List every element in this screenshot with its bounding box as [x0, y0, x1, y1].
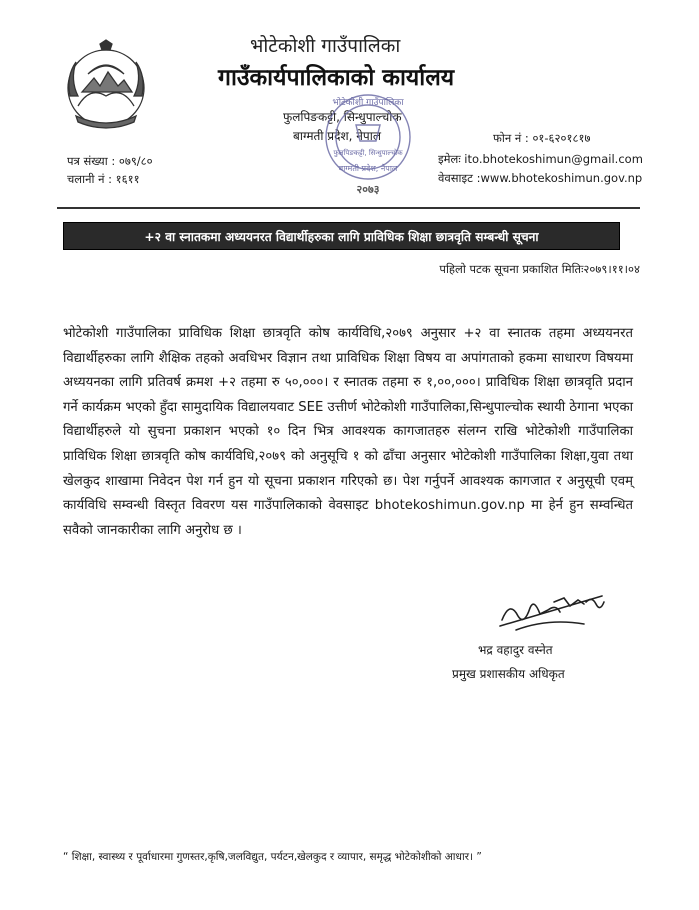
reference-number: पत्र संख्या : ०७९/८०: [67, 154, 153, 168]
publish-date: पहिलो पटक सूचना प्रकाशित मितिः२०७९।११।०४: [439, 262, 640, 276]
website-address: वेवसाइट :www.bhotekoshimun.gov.np: [438, 171, 643, 185]
stamp-outer-text: भोटेकोशी गाउँपालिका: [332, 98, 404, 108]
email-address: इमेलः ito.bhotekoshimun@gmail.com: [438, 152, 643, 166]
phone-number: फोन नं : ०१-६२०१८१७: [493, 131, 591, 145]
notice-title: +२ वा स्नातकमा अध्ययनरत विद्यार्थीहरुका लागि प्राविधिक शिक्षा छात्रवृति सम्बन्धी सूचना: [144, 229, 539, 244]
signatory-designation: प्रमुख प्रशासकीय अधिकृत: [452, 667, 565, 681]
signatory-name: भद्र वहादुर वस्नेत: [478, 643, 553, 657]
notice-title-bar: [63, 222, 620, 250]
handwritten-signature: [498, 590, 608, 632]
stamp-bottom-text: बाग्मती प्रदेश, नेपाल: [338, 164, 398, 173]
notice-body: भोटेकोशी गाउँपालिका प्राविधिक शिक्षा छात्रवृति कोष कार्यविधि,२०७९ अनुसार +२ वा स्नातक तहमा अध्ययनरत विद्यार्थीहरुका लागि शैक्षिक तहको अवधिभर विज्ञान तथा प्राविधिक शिक्षा विषय वा अपांगताको हकमा साधारण विषयमा अध्ययनका लागि प्रतिवर्ष क्रमश +२ तहमा रु ५०,०००। र स्नातक तहमा रु १,००,०००। प्राविधिक शिक्षा छात्रवृति प्रदान गर्ने कार्यक्रम भएको हुँदा सामुदायिक विद्यालयवाट SEE उत्तीर्ण भोटेकोशी गाउँपालिका,सिन्धुपाल्चोक स्थायी ठेगाना भएका विद्यार्थीहरुले यो सुचना प्रकाशन भएको १० दिन भित्र आवश्यक कागजातहरु संलग्न राखि भोटेकोशी गाउँपालिका प्राविधिक शिक्षा छात्रवृति कोष कार्यविधि,२०७९ को अनुसूचि १ को ढाँचा अनुसार भोटेकोशी गाउँपालिका शिक्षा,युवा तथा खेलकुद शाखामा निवेदन पेश गर्न हुन यो सूचना प्रकाशन गरिएको छ। पेश गर्नुपर्ने आवश्यक कागजात र अनुसूची एवम् कार्यविधि सम्वन्धी विस्तृत विवरण यस गाउँपालिकाको वेवसाइट bhotekoshimun.gov.np मा हेर्न हुन सम्वन्धित सवैको जानकारीका लागि अनुरोध छ ।: [63, 326, 633, 538]
header-divider: [57, 207, 640, 209]
nepal-emblem-logo: [60, 36, 152, 132]
footer-motto: “ शिक्षा, स्वास्थ्य र पूर्वाधारमा गुणस्तर,कृषि,जलविद्युत, पर्यटन,खेलकुद र व्यापार, समृद्ध भोटेकोशीको आधार। ”: [63, 851, 482, 863]
address-line-2: बाग्मती प्रदेश, नेपाल: [293, 129, 381, 143]
address-line-1: फुलपिङकट्टी, सिन्धुपाल्चोक: [283, 110, 402, 124]
official-stamp: [312, 85, 424, 197]
dispatch-number: चलानी नं : १६११: [67, 172, 140, 186]
stamp-center-text: फुलपिङकट्टी, सिन्धुपाल्चोक: [333, 149, 403, 157]
office-name: भोटेकोशी गाउँपालिका: [250, 35, 401, 57]
stamp-year: २०७३: [356, 183, 380, 196]
office-title: गाउँकार्यपालिकाको कार्यालय: [218, 65, 455, 91]
